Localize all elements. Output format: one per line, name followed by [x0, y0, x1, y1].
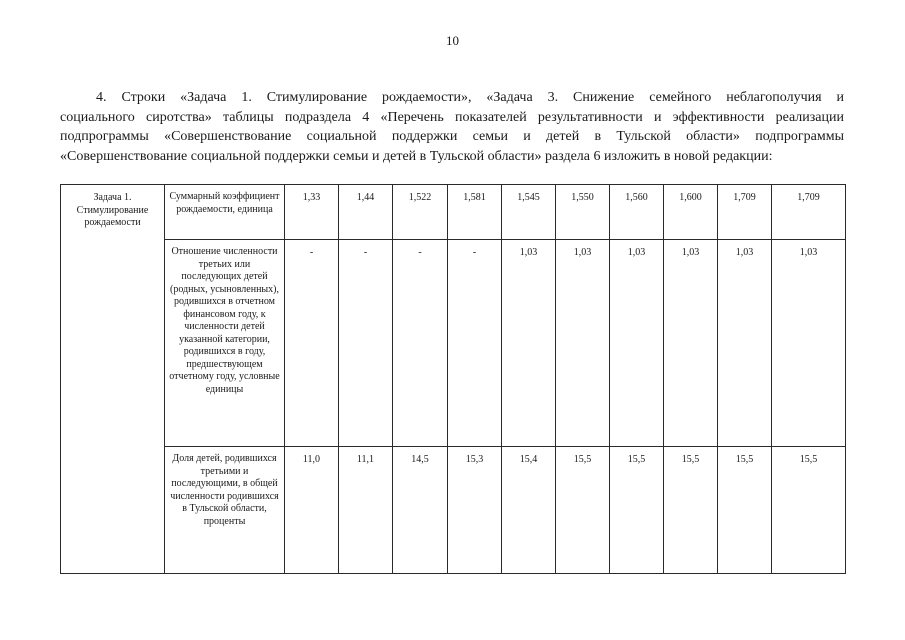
- value-cell: 1,581: [448, 185, 502, 240]
- page-number: 10: [446, 33, 459, 48]
- value-cell: 14,5: [393, 447, 448, 574]
- value-cell: 15,5: [718, 447, 772, 574]
- value-cell: 1,44: [339, 185, 393, 240]
- value-cell: 1,03: [718, 240, 772, 447]
- value-cell: -: [393, 240, 448, 447]
- value-cell: 15,5: [664, 447, 718, 574]
- intro-line: социального сиротства» таблицы подраздела 4 «Перечень показателей результативности и эффективности реализации: [60, 109, 844, 125]
- intro-line: «Совершенствование социальной поддержки семьи и детей в Тульской области» раздела 6 изложить в новой редакции:: [60, 148, 773, 164]
- value-cell: -: [339, 240, 393, 447]
- value-cell: 1,03: [664, 240, 718, 447]
- indicator-name-cell: Отношение численности третьих или последующих детей (родных, усыновленных), родившихся в отчетном финансовом году, к численности детей указанной категории, родившихся в году, предшествующем отчетному году, условные единицы: [165, 240, 285, 447]
- value-cell: 1,709: [718, 185, 772, 240]
- value-cell: 15,4: [502, 447, 556, 574]
- value-cell: 1,560: [610, 185, 664, 240]
- indicator-name-cell: Доля детей, родившихся третьими и последующими, в общей численности родившихся в Тульской области, проценты: [165, 447, 285, 574]
- value-cell: 1,03: [556, 240, 610, 447]
- value-cell: 11,0: [285, 447, 339, 574]
- value-cell: 15,5: [556, 447, 610, 574]
- value-cell: 1,600: [664, 185, 718, 240]
- table-row: [61, 185, 846, 240]
- value-cell: -: [285, 240, 339, 447]
- table-row: [61, 240, 846, 447]
- value-cell: 15,5: [772, 447, 846, 574]
- indicator-name-cell: Суммарный коэффициент рождаемости, единица: [165, 185, 285, 240]
- value-cell: 1,522: [393, 185, 448, 240]
- value-cell: 1,709: [772, 185, 846, 240]
- value-cell: 11,1: [339, 447, 393, 574]
- value-cell: 15,5: [610, 447, 664, 574]
- intro-line: 4. Строки «Задача 1. Стимулирование рождаемости», «Задача 3. Снижение семейного неблагополучия и: [96, 90, 844, 105]
- value-cell: 1,33: [285, 185, 339, 240]
- intro-paragraph: [60, 88, 844, 166]
- value-cell: 1,545: [502, 185, 556, 240]
- indicators-table: [60, 184, 846, 574]
- value-cell: 1,03: [502, 240, 556, 447]
- value-cell: 15,3: [448, 447, 502, 574]
- value-cell: 1,03: [610, 240, 664, 447]
- table-row: [61, 447, 846, 574]
- value-cell: -: [448, 240, 502, 447]
- value-cell: 1,03: [772, 240, 846, 447]
- intro-line: подпрограммы «Совершенствование социальной поддержки семьи и детей в Тульской области» подпрограммы: [60, 129, 844, 144]
- value-cell: 1,550: [556, 185, 610, 240]
- task-cell: Задача 1. Стимулирование рождаемости: [61, 185, 165, 574]
